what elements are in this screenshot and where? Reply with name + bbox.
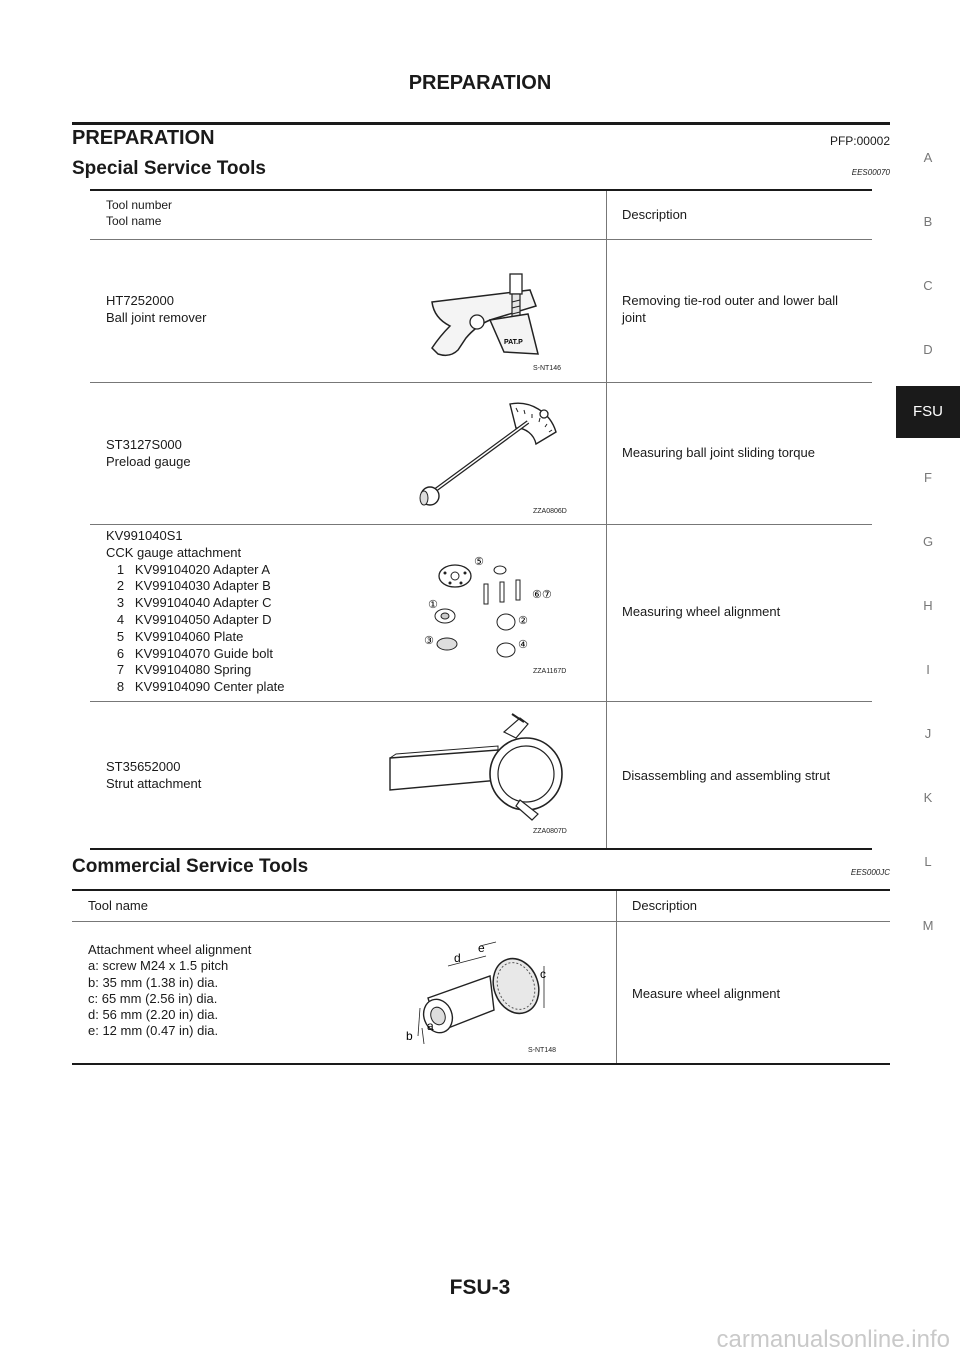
header-tool-number: Tool number Tool name [106,198,173,228]
tool-attachment-wheel-alignment: Attachment wheel alignment a: screw M24 x 1.5 pitch b: 35 mm (1.38 in) dia. c: 65 mm (2.56 in) dia. d: 56 mm (2.20 in) dia. e: 12 mm (0.47 in) dia. [88,942,252,1039]
description-ball-joint-remover: Removing tie-rod outer and lower ball joint [622,293,839,325]
commercial-tools-title: Commercial Service Tools [72,856,309,877]
section-title: PREPARATION [72,127,215,149]
row-divider [90,524,872,525]
cck-gauge-attachment-illustration [410,546,580,666]
image-caption: S-NT148 [528,1047,557,1054]
row-divider [90,701,872,702]
side-tab-k[interactable]: K [923,790,933,805]
side-tab-g[interactable]: G [922,534,934,549]
side-tab-c[interactable]: C [923,278,933,293]
section-rule [72,122,890,125]
side-tab-fsu[interactable]: FSU [896,386,960,438]
pfp-code: PFP:00002 [829,134,890,148]
watermark: carmanualsonline.info [716,1326,950,1353]
header-description: Description [622,207,688,222]
marker-2: ② [518,614,528,627]
header-tool-name: Tool name [88,898,148,913]
image-caption: ZZA1167D [533,668,567,675]
image-caption: S-NT146 [533,365,562,372]
dim-label-c: c [540,967,546,981]
dim-label-e: e [478,941,485,955]
description-preload-gauge: Measuring ball joint sliding torque [622,445,815,460]
special-tools-code: EES00070 [851,168,890,177]
dim-label-a: a [427,1019,434,1033]
table-bottom-rule [90,848,872,850]
marker-5: ⑤ [474,555,484,568]
side-tab-h[interactable]: H [923,598,933,613]
row-divider [90,382,872,383]
image-caption: ZZA0806D [533,508,567,515]
page-header: PREPARATION [408,72,552,94]
tool-number-st3127s000: ST3127S000 Preload gauge [106,437,191,469]
dim-label-d: d [454,951,461,965]
marker-1: ① [428,598,438,611]
side-tab-f[interactable]: F [924,470,932,485]
side-tab-index [896,0,960,1358]
table-bottom-rule [72,1063,890,1065]
tool-number-ht7252000: HT7252000 Ball joint remover [106,293,207,325]
side-tab-d[interactable]: D [923,342,933,357]
header-description: Description [632,898,698,913]
page-number: FSU-3 [449,1276,511,1299]
image-caption: ZZA0807D [533,828,567,835]
column-divider [616,891,617,1063]
side-tab-j[interactable]: J [924,726,932,741]
marker-3: ③ [424,634,434,647]
tool-number-st35652000: ST35652000 Strut attachment [106,759,202,791]
description-measure-wheel-alignment: Measure wheel alignment [632,986,781,1001]
table-header-rule [90,239,872,240]
preload-gauge-illustration [410,398,570,510]
strut-attachment-illustration [386,710,578,826]
pat-p-mark: PAT.P [504,339,523,346]
side-tab-b[interactable]: B [923,214,933,229]
description-strut-attachment: Disassembling and assembling strut [622,768,831,783]
commercial-tools-code: EES000JC [850,868,890,877]
table-top-rule [90,189,872,191]
marker-6-7: ⑥⑦ [532,588,552,601]
ball-joint-remover-illustration [420,262,580,368]
special-tools-title: Special Service Tools [72,158,266,179]
column-divider [606,191,607,848]
table-header-rule [72,921,890,922]
attachment-wheel-alignment-illustration [398,936,570,1048]
side-tab-i[interactable]: I [926,662,930,677]
side-tab-m[interactable]: M [922,918,934,933]
marker-4: ④ [518,638,528,651]
side-tab-l[interactable]: L [924,854,932,869]
table-top-rule [72,889,890,891]
side-tab-a[interactable]: A [923,150,933,165]
tool-number-kv991040s1: KV991040S1 CCK gauge attachment 1 KV99104020 Adapter A 2 KV99104030 Adapter B 3 KV99104040 Adapter C 4 KV99104050 Adapter D 5 KV99104060 Plate 6 KV99104070 Guide bolt 7 KV99104080 Spring 8 KV99104090 Center plate [106,528,285,695]
dim-label-b: b [406,1029,413,1043]
description-cck-gauge: Measuring wheel alignment [622,604,781,619]
